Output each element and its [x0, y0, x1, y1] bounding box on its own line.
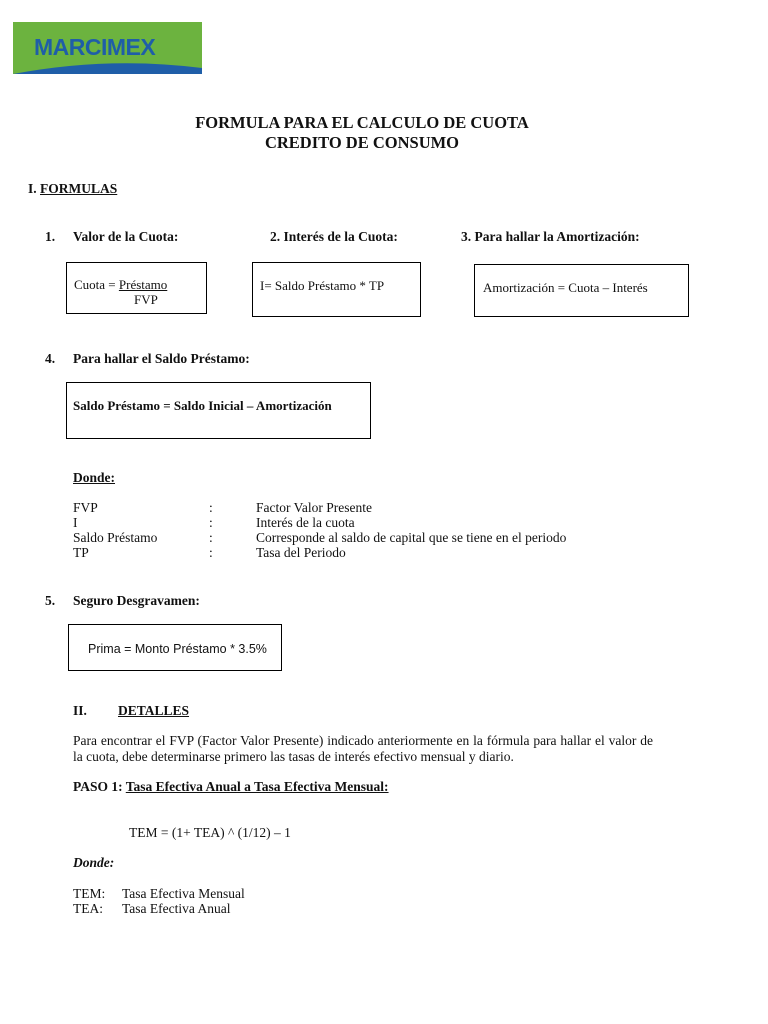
definition-colon: : — [209, 545, 213, 560]
definition-term: I — [73, 515, 78, 530]
definitions-list — [0, 500, 768, 564]
cuota-prefix: Cuota = — [74, 277, 119, 292]
cuota-denominator: FVP — [134, 292, 158, 307]
definition2-term: TEA: — [73, 901, 103, 916]
paso-1-prefix: PASO 1: — [73, 779, 126, 794]
section-2-title: DETALLES — [118, 703, 190, 718]
donde-heading-1: Donde: — [73, 470, 116, 485]
cuota-formula-box — [66, 262, 207, 314]
interes-formula: I= Saldo Préstamo * TP — [260, 278, 385, 293]
paso-1-title: Tasa Efectiva Anual a Tasa Efectiva Mensual: — [125, 779, 389, 794]
definition-colon: : — [209, 500, 213, 515]
title-line-2: CREDITO DE CONSUMO — [264, 133, 460, 152]
definition-row — [0, 530, 768, 546]
definition-desc: Tasa del Periodo — [256, 545, 346, 560]
logo-swoosh-icon — [13, 60, 202, 74]
definition-row — [0, 515, 768, 531]
section-1-title: FORMULAS — [40, 181, 118, 196]
interes-formula-box — [252, 262, 421, 317]
cuota-numerator: Préstamo — [118, 277, 168, 292]
section-1-number: I. — [28, 181, 37, 196]
definition-row — [0, 545, 768, 561]
formula-1-number: 1. — [45, 229, 56, 244]
item-5-label: Seguro Desgravamen: — [73, 593, 200, 608]
tem-formula: TEM = (1+ TEA) ^ (1/12) – 1 — [129, 825, 291, 840]
detalles-paragraph: Para encontrar el FVP (Factor Valor Presente) indicado anteriormente en la fórmula para hallar el valor de la cuota, debe determinarse primero las tasas de interés efectivo mensual y diario. — [73, 733, 653, 764]
saldo-formula-box — [66, 382, 371, 439]
prima-formula: Prima = Monto Préstamo * 3.5% — [88, 642, 267, 656]
item-4-number: 4. — [45, 351, 56, 366]
definition-row — [0, 500, 768, 516]
title-line-1: FORMULA PARA EL CALCULO DE CUOTA — [195, 113, 529, 132]
logo-text: MARCIMEX — [34, 34, 156, 60]
definition-desc: Interés de la cuota — [256, 515, 355, 530]
definition2-row — [73, 901, 373, 917]
definition-desc: Corresponde al saldo de capital que se tiene en el periodo — [256, 530, 567, 545]
item-5-number: 5. — [45, 593, 56, 608]
definition-colon: : — [209, 515, 213, 530]
formula-3-label: 3. Para hallar la Amortización: — [461, 229, 640, 244]
section-2-number: II. — [73, 703, 87, 718]
amortizacion-formula-box — [474, 264, 689, 317]
definition2-row — [73, 886, 373, 902]
definition2-desc: Tasa Efectiva Mensual — [122, 886, 245, 901]
amortizacion-formula: Amortización = Cuota – Interés — [483, 280, 648, 295]
definition-desc: Factor Valor Presente — [256, 500, 372, 515]
definition-term: FVP — [73, 500, 98, 515]
cuota-formula — [74, 277, 167, 293]
section-1-heading — [28, 181, 117, 197]
donde-heading-2: Donde: — [73, 855, 115, 870]
prima-formula-box — [68, 624, 282, 671]
paso-1-heading — [73, 779, 389, 795]
definition-term: Saldo Préstamo — [73, 530, 158, 545]
formula-1-label: Valor de la Cuota: — [73, 229, 179, 244]
saldo-formula: Saldo Préstamo = Saldo Inicial – Amortización — [73, 398, 332, 413]
definition2-desc: Tasa Efectiva Anual — [122, 901, 231, 916]
marcimex-logo — [13, 22, 202, 74]
formula-2-label: 2. Interés de la Cuota: — [270, 229, 398, 244]
definition2-term: TEM: — [73, 886, 106, 901]
definition-colon: : — [209, 530, 213, 545]
item-4-label: Para hallar el Saldo Préstamo: — [73, 351, 250, 366]
definition-term: TP — [73, 545, 89, 560]
